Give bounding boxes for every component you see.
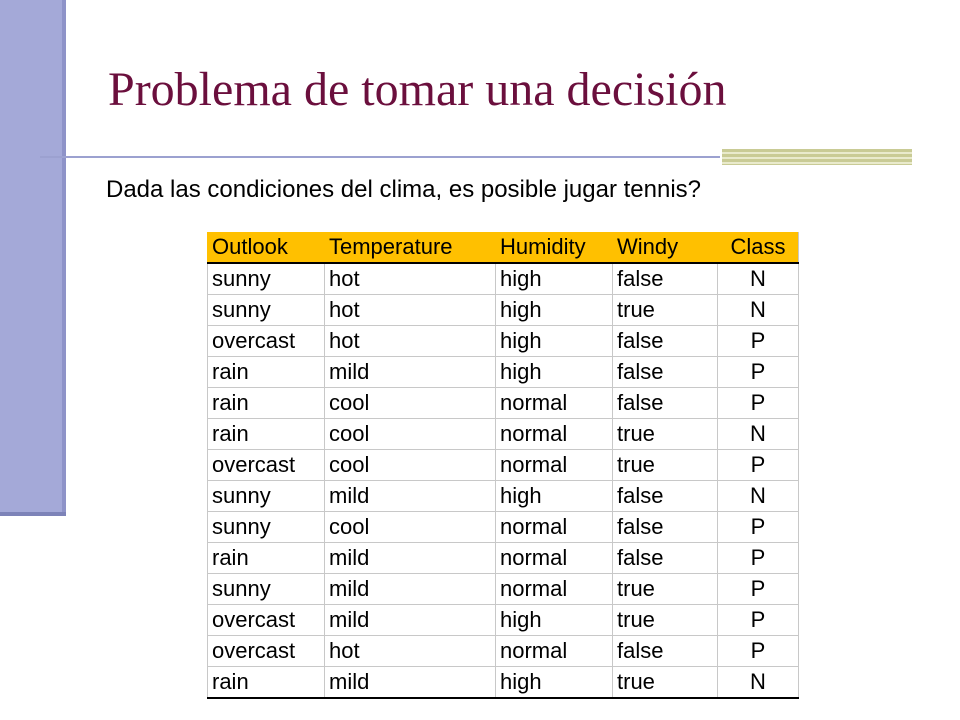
cell-temperature: mild xyxy=(325,357,496,388)
table-header-row xyxy=(208,232,799,263)
table-row xyxy=(208,636,799,667)
slide-title: Problema de tomar una decisión xyxy=(108,63,727,116)
cell-class: P xyxy=(718,574,799,605)
cell-outlook: sunny xyxy=(208,512,325,543)
cell-windy: true xyxy=(613,450,718,481)
cell-windy: false xyxy=(613,263,718,295)
table-row xyxy=(208,326,799,357)
cell-temperature: mild xyxy=(325,667,496,699)
header-temperature: Temperature xyxy=(325,232,496,263)
cell-outlook: rain xyxy=(208,667,325,699)
cell-humidity: normal xyxy=(496,543,613,574)
cell-class: P xyxy=(718,388,799,419)
cell-class: N xyxy=(718,419,799,450)
cell-temperature: mild xyxy=(325,605,496,636)
cell-outlook: sunny xyxy=(208,263,325,295)
cell-temperature: hot xyxy=(325,326,496,357)
table-row xyxy=(208,263,799,295)
slide-subtitle: Dada las condiciones del clima, es posible jugar tennis? xyxy=(106,176,702,203)
cell-temperature: cool xyxy=(325,388,496,419)
table-body xyxy=(208,263,799,698)
cell-class: P xyxy=(718,543,799,574)
side-bar-shadow xyxy=(0,512,66,516)
cell-temperature: cool xyxy=(325,512,496,543)
header-windy: Windy xyxy=(613,232,718,263)
cell-windy: false xyxy=(613,543,718,574)
cell-temperature: hot xyxy=(325,263,496,295)
cell-humidity: high xyxy=(496,263,613,295)
cell-humidity: normal xyxy=(496,636,613,667)
cell-class: P xyxy=(718,512,799,543)
header-outlook: Outlook xyxy=(208,232,325,263)
cell-humidity: normal xyxy=(496,574,613,605)
table-row xyxy=(208,574,799,605)
table-row xyxy=(208,667,799,699)
cell-temperature: mild xyxy=(325,481,496,512)
cell-humidity: normal xyxy=(496,512,613,543)
cell-temperature: mild xyxy=(325,574,496,605)
cell-class: P xyxy=(718,326,799,357)
table-row xyxy=(208,450,799,481)
cell-temperature: cool xyxy=(325,450,496,481)
cell-outlook: overcast xyxy=(208,450,325,481)
cell-class: N xyxy=(718,481,799,512)
cell-class: P xyxy=(718,357,799,388)
cell-windy: false xyxy=(613,357,718,388)
table-row xyxy=(208,295,799,326)
cell-windy: true xyxy=(613,419,718,450)
cell-windy: true xyxy=(613,605,718,636)
cell-outlook: rain xyxy=(208,357,325,388)
cell-humidity: high xyxy=(496,667,613,699)
cell-outlook: sunny xyxy=(208,481,325,512)
cell-class: P xyxy=(718,450,799,481)
cell-outlook: rain xyxy=(208,388,325,419)
cell-windy: false xyxy=(613,326,718,357)
cell-class: N xyxy=(718,295,799,326)
cell-windy: false xyxy=(613,512,718,543)
cell-temperature: hot xyxy=(325,295,496,326)
cell-outlook: overcast xyxy=(208,605,325,636)
cell-humidity: normal xyxy=(496,388,613,419)
table-row xyxy=(208,605,799,636)
table-row xyxy=(208,419,799,450)
table-row xyxy=(208,357,799,388)
cell-class: N xyxy=(718,667,799,699)
cell-windy: false xyxy=(613,636,718,667)
cell-windy: true xyxy=(613,295,718,326)
header-class: Class xyxy=(718,232,799,263)
cell-temperature: cool xyxy=(325,419,496,450)
cell-humidity: high xyxy=(496,481,613,512)
cell-temperature: hot xyxy=(325,636,496,667)
cell-windy: true xyxy=(613,667,718,699)
side-bar-decoration xyxy=(0,0,62,512)
cell-class: P xyxy=(718,636,799,667)
cell-outlook: sunny xyxy=(208,574,325,605)
side-bar-edge xyxy=(62,0,66,516)
cell-humidity: high xyxy=(496,295,613,326)
table-row xyxy=(208,512,799,543)
cell-class: N xyxy=(718,263,799,295)
cell-outlook: rain xyxy=(208,419,325,450)
cell-outlook: rain xyxy=(208,543,325,574)
cell-windy: false xyxy=(613,388,718,419)
table-row xyxy=(208,481,799,512)
header-humidity: Humidity xyxy=(496,232,613,263)
title-rule-accent xyxy=(722,149,912,165)
cell-humidity: high xyxy=(496,326,613,357)
cell-humidity: normal xyxy=(496,419,613,450)
title-rule-line xyxy=(40,156,720,158)
weather-data-table xyxy=(207,232,799,699)
cell-humidity: high xyxy=(496,605,613,636)
cell-temperature: mild xyxy=(325,543,496,574)
table-row xyxy=(208,543,799,574)
cell-humidity: high xyxy=(496,357,613,388)
cell-windy: true xyxy=(613,574,718,605)
table-row xyxy=(208,388,799,419)
cell-windy: false xyxy=(613,481,718,512)
cell-humidity: normal xyxy=(496,450,613,481)
cell-outlook: sunny xyxy=(208,295,325,326)
cell-outlook: overcast xyxy=(208,326,325,357)
cell-class: P xyxy=(718,605,799,636)
cell-outlook: overcast xyxy=(208,636,325,667)
